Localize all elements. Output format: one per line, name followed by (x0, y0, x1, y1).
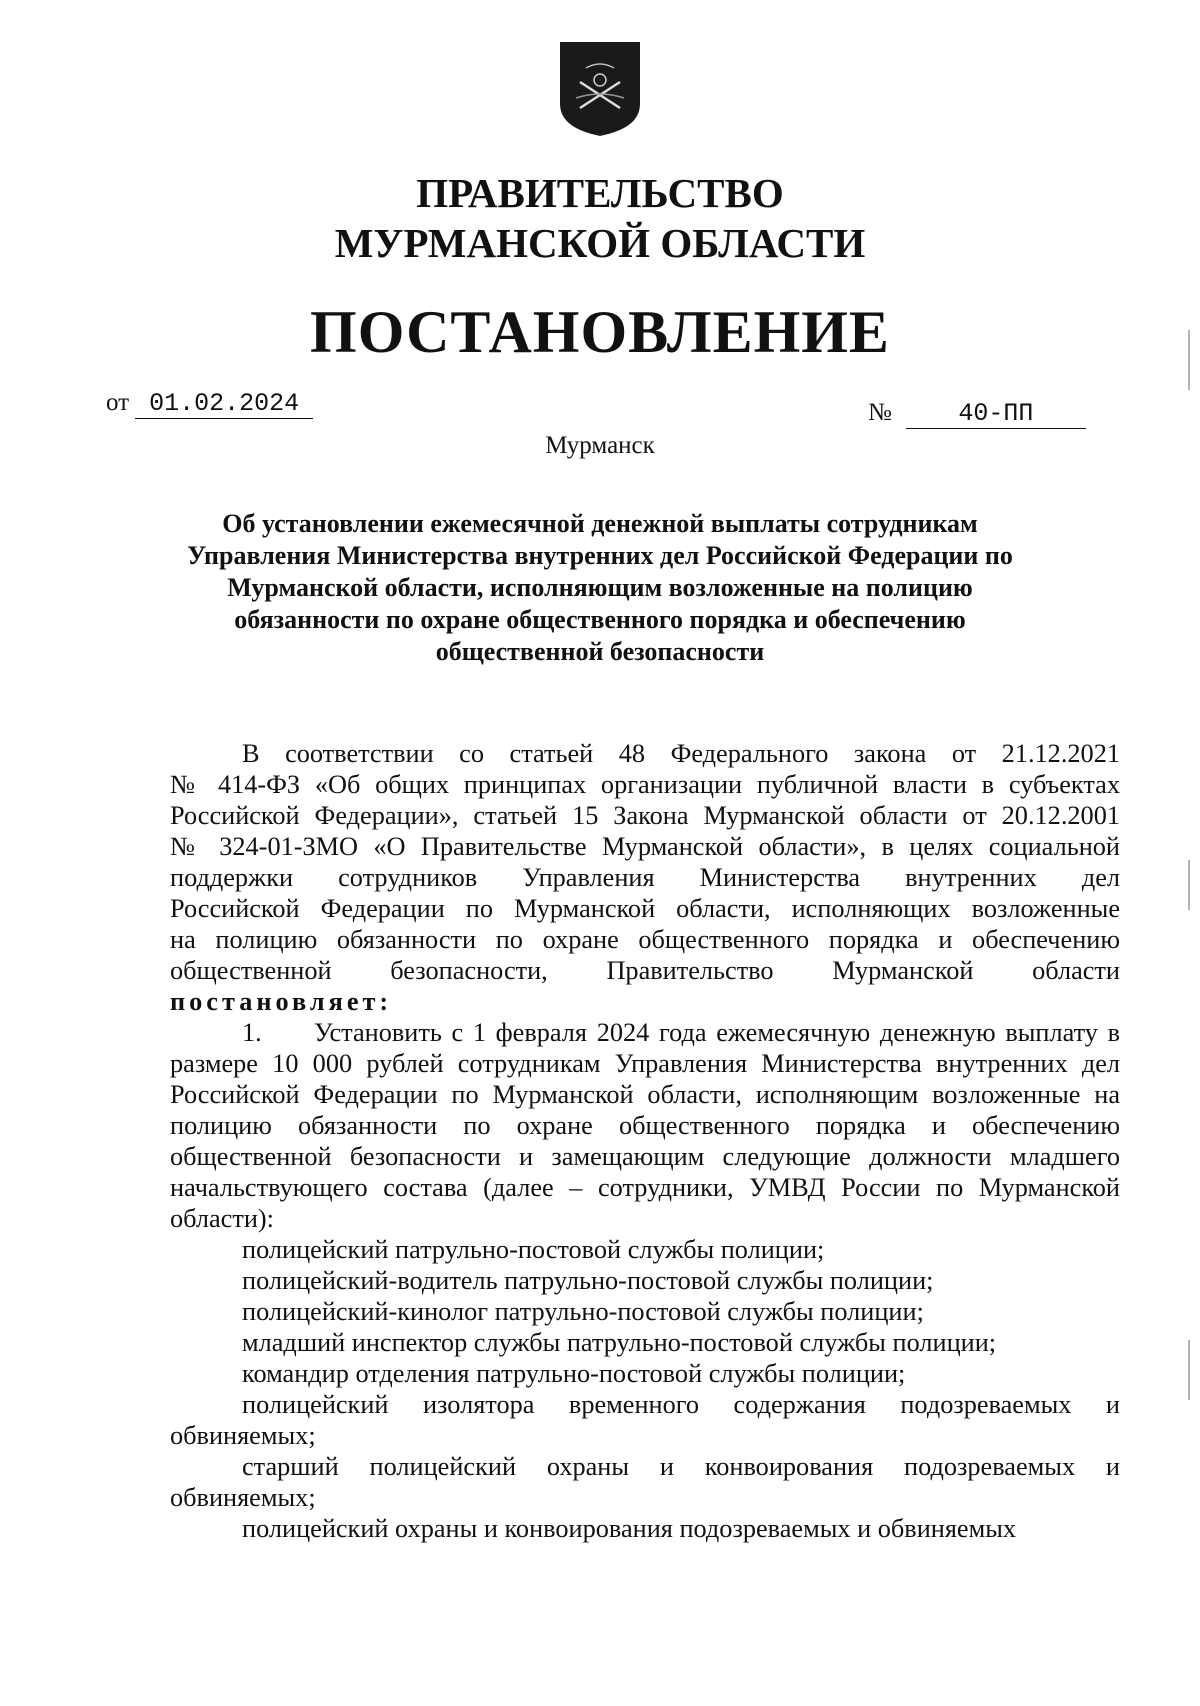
list-item: полицейский охраны и конвоирования подозреваемых и обвиняемых (242, 1514, 1017, 1543)
preamble-line: В соответствии со статьей 48 Федерального закона от 21.12.2021 (242, 739, 1120, 768)
preamble-line: Российской Федерации по Мурманской области, исполняющих возложенные (170, 894, 1120, 923)
date-prefix: от (106, 389, 130, 416)
list-item: младший инспектор службы патрульно-постовой службы полиции; (242, 1328, 997, 1357)
scan-artifact (1188, 330, 1190, 390)
document-type-heading: ПОСТАНОВЛЕНИЕ (310, 299, 890, 365)
clause-1-text: Установить с 1 февраля 2024 года ежемесячную денежную выплату в размере 10 000 рублей сотрудникам Управления Министерства внутренних дел Российской Федерации по Мурманской области, исполняющим возложенные на полицию обязанности по охране общественного порядка и обеспечению общественной безопасности и замещающим следующие должности младшего начальствующего состава (далее – сотрудники, УМВД России по Мурманской области): (170, 1018, 1120, 1233)
preamble-line: № 324-01-ЗМО «О Правительстве Мурманской области», в целях социальной (170, 832, 1120, 861)
preamble-line: поддержки сотрудников Управления Министерства внутренних дел (170, 863, 1120, 892)
government-name-line1: ПРАВИТЕЛЬСТВО (416, 170, 784, 216)
positions-list (170, 1234, 1120, 1544)
document-title (160, 508, 1040, 668)
list-item: полицейский изолятора временного содержания подозреваемых и обвиняемых; (170, 1390, 1120, 1450)
city-name: Мурманск (545, 432, 655, 459)
list-item: старший полицейский охраны и конвоирования подозреваемых и обвиняемых; (170, 1452, 1120, 1512)
title-line: Мурманской области, исполняющим возложенные на полицию (227, 573, 973, 602)
preamble-line: Российской Федерации», статьей 15 Закона Мурманской области от 20.12.2001 (170, 801, 1120, 830)
list-item: полицейский-водитель патрульно-постовой службы полиции; (242, 1266, 934, 1295)
title-line: общественной безопасности (435, 637, 765, 666)
list-item: полицейский-кинолог патрульно-постовой службы полиции; (242, 1297, 924, 1326)
document-body (170, 738, 1120, 1544)
date-value: 01.02.2024 (135, 389, 313, 419)
preamble-line: на полицию обязанности по охране общественного порядка и обеспечению (170, 925, 1120, 954)
title-line: Управления Министерства внутренних дел Российской Федерации по (187, 541, 1013, 570)
title-line: Об установлении ежемесячной денежной выплаты сотрудникам (222, 509, 978, 538)
government-name-line2: МУРМАНСКОЙ ОБЛАСТИ (334, 220, 866, 266)
document-date (106, 389, 313, 419)
scan-artifact (1188, 1340, 1190, 1400)
title-line: обязанности по охране общественного порядка и обеспечению (234, 605, 966, 634)
number-value: 40-ПП (906, 399, 1086, 429)
document-number (868, 399, 1086, 429)
list-item: командир отделения патрульно-постовой службы полиции; (242, 1359, 906, 1388)
resolves-word: постановляет: (170, 987, 393, 1016)
clause-1-number: 1. (242, 1018, 262, 1047)
preamble-line: общественной безопасности, Правительство Мурманской области (170, 956, 1120, 985)
clause-1 (170, 1017, 1120, 1234)
list-item: полицейский патрульно-постовой службы полиции; (242, 1235, 825, 1264)
preamble-line: № 414-ФЗ «Об общих принципах организации публичной власти в субъектах (170, 770, 1120, 799)
murmansk-coat-of-arms-icon (556, 38, 644, 138)
preamble (170, 738, 1120, 1017)
scan-artifact (1188, 860, 1190, 910)
number-prefix: № (868, 399, 892, 426)
